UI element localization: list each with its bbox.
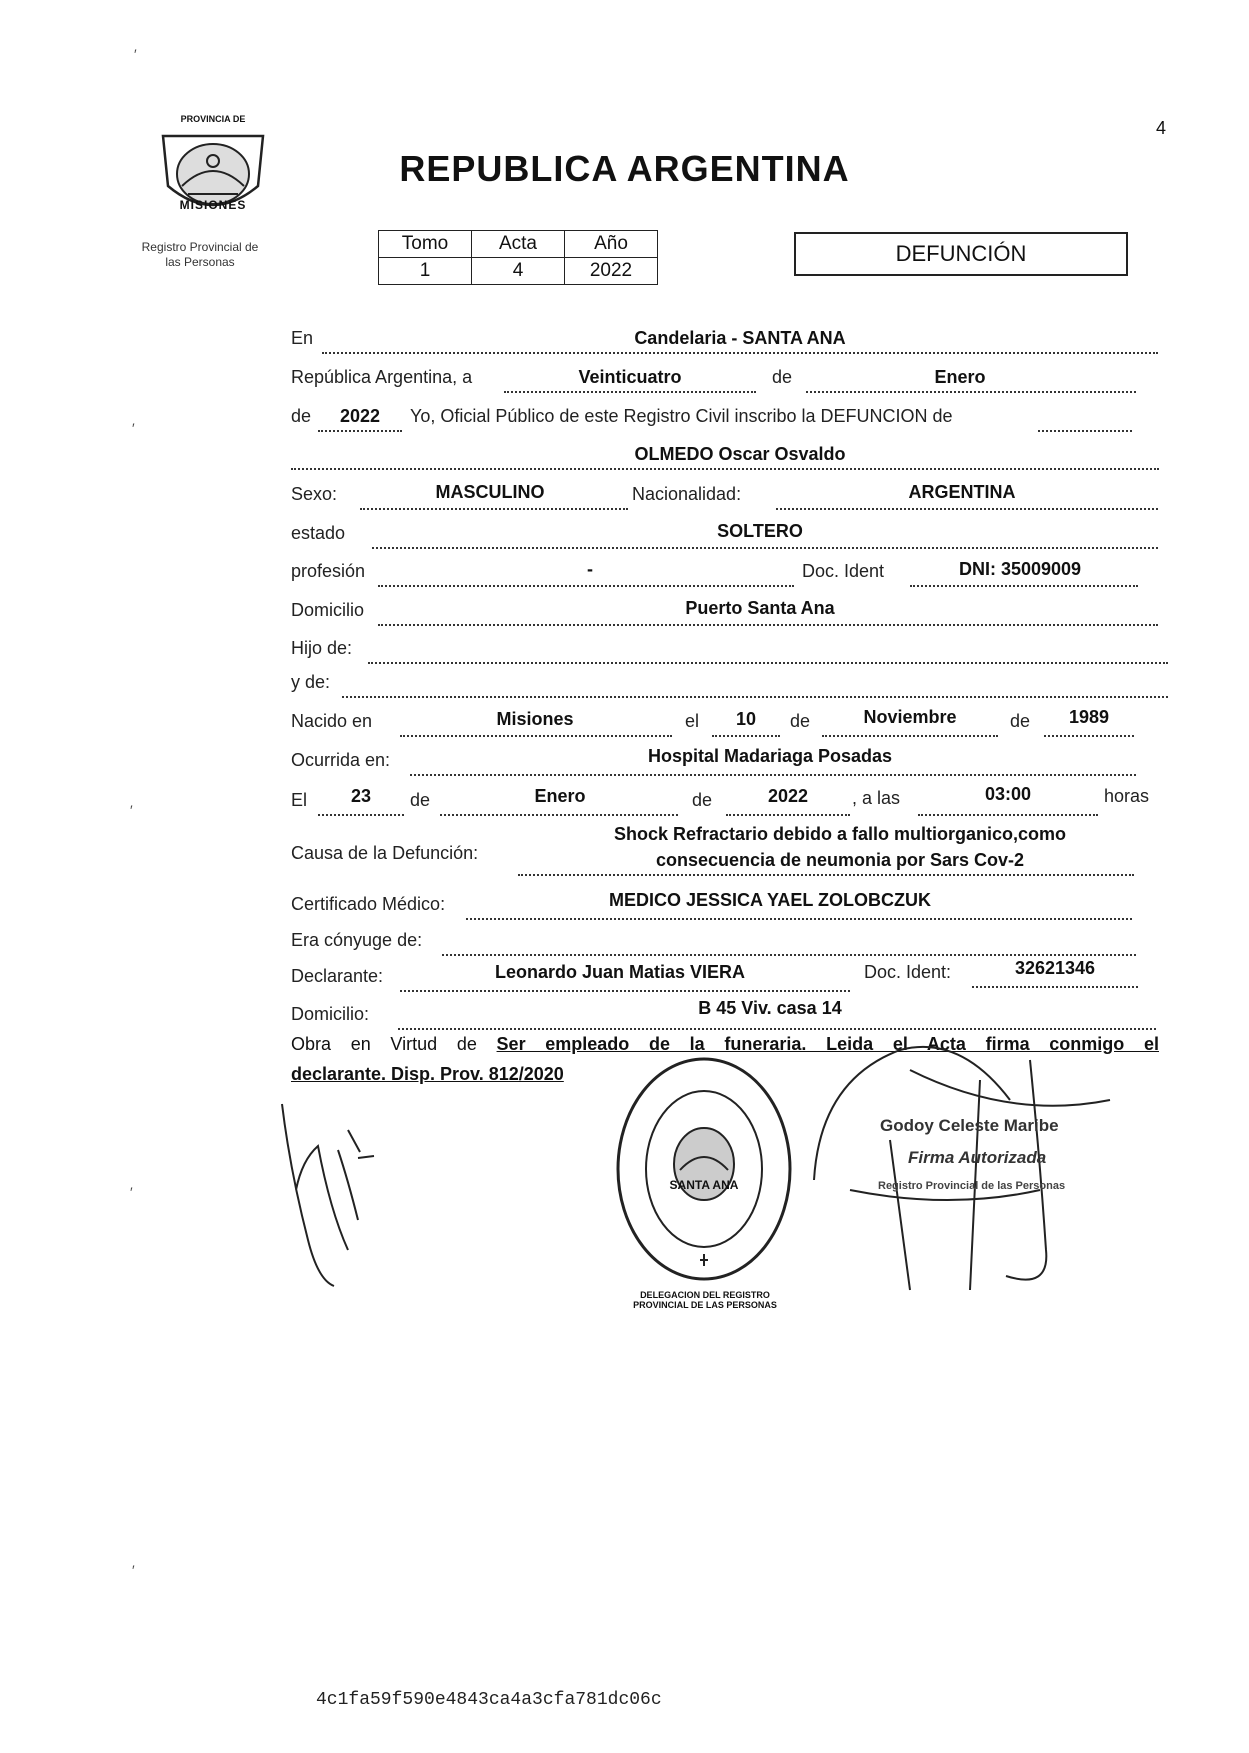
line-certificado [466,918,1132,920]
label-certificado: Certificado Médico: [291,894,446,914]
label-y-de: y de: [291,672,331,692]
scan-mark: ′ [130,802,133,818]
registry-line-2: las Personas [165,255,235,269]
value-declarante: Leonardo Juan Matias VIERA [494,962,746,982]
page-number: 4 [1156,118,1167,138]
record-table-values [379,258,658,285]
record-table-header [379,231,658,258]
label-el: el [685,711,700,731]
line-nacionalidad [776,508,1158,510]
value-def-hora: 03:00 [984,784,1032,804]
emblem-top-text: PROVINCIA DE [180,114,246,124]
label-domicilio-2: Domicilio: [291,1004,370,1024]
line-profesion [378,585,794,587]
value-obra-line-2: declarante. Disp. Prov. 812/2020 [291,1064,564,1084]
line-declarante-doc [972,986,1138,988]
official-role: Firma Autorizada [908,1148,1047,1167]
label-profesion: profesión [291,561,366,581]
document-type-box: DEFUNCIÓN [794,232,1128,276]
label-de-3: de [790,711,811,731]
line-ocurrida [410,774,1136,776]
value-sexo: MASCULINO [435,482,545,502]
scan-mark: ′ [132,1562,135,1578]
line-y-de [342,696,1168,698]
record-table [378,230,658,285]
label-conyuge: Era cónyuge de: [291,930,423,950]
anio-value: 2022 [565,258,658,285]
label-ocurrida-en: Ocurrida en: [291,750,391,770]
value-ocurrida: Hospital Madariaga Posadas [647,746,893,766]
line-anio [318,430,402,432]
value-nacido-dia: 10 [735,709,757,729]
label-domicilio: Domicilio [291,600,365,620]
label-nacionalidad: Nacionalidad: [632,484,742,504]
label-causa: Causa de la Defunción: [291,843,479,863]
acta-header: Acta [472,231,565,258]
declarant-signature-icon [278,1100,388,1290]
value-causa-line-2: consecuencia de neumonia por Sars Cov-2 [655,850,1025,870]
label-republica: República Argentina, a [291,367,473,387]
scan-mark: ′ [132,420,135,436]
scan-mark: ′ [130,1184,133,1200]
line-domicilio-2 [398,1028,1156,1030]
label-declarante: Declarante: [291,966,384,986]
line-nombre-start [1038,430,1132,432]
value-obra-line-1: Ser empleado de la funeraria. Leida el Acta firma conmigo el [496,1034,1159,1054]
value-mes: Enero [934,367,986,387]
value-anio: 2022 [339,406,381,426]
value-lugar: Candelaria - SANTA ANA [634,328,846,348]
value-nacido-lugar: Misiones [496,709,574,729]
line-mes [806,391,1136,393]
value-declarante-domicilio: B 45 Viv. casa 14 [698,998,842,1018]
label-yo-oficial: Yo, Oficial Público de este Registro Civil inscribo la DEFUNCION de [410,406,953,426]
label-el-cap: El [291,790,308,810]
line-conyuge [442,954,1136,956]
label-nacido-en: Nacido en [291,711,373,731]
line-nacido-anio [1044,735,1134,737]
line-nacido-lugar [400,735,672,737]
stamp-center-text: SANTA ANA [669,1178,739,1192]
line-doc [910,585,1138,587]
value-profesion: - [587,559,593,579]
registry-caption [120,240,280,270]
value-dia-letras: Veinticuatro [578,367,682,387]
official-name: Godoy Celeste Maribe [880,1116,1059,1135]
value-medico: MEDICO JESSICA YAEL ZOLOBCZUK [608,890,932,910]
page-title: REPUBLICA ARGENTINA [399,148,850,189]
line-dia [504,391,756,393]
label-de-4: de [1010,711,1031,731]
label-de-2: de [291,406,312,426]
document-hash: 4c1fa59f590e4843ca4a3cfa781dc06c [316,1690,662,1710]
value-nacido-anio: 1989 [1068,707,1110,727]
value-causa-line-1: Shock Refractario debido a fallo multiorganico,como [613,824,1067,844]
value-def-mes: Enero [534,786,586,806]
line-sexo [360,508,628,510]
line-causa [518,874,1134,876]
registry-stamp-icon [614,1054,794,1284]
line-hijo-de [368,662,1168,664]
label-en: En [291,328,314,348]
value-domicilio: Puerto Santa Ana [685,598,835,618]
emblem-bottom-text: MISIONES [179,198,247,212]
line-def-hora [918,814,1098,816]
label-de-5: de [410,790,431,810]
label-hijo-de: Hijo de: [291,638,353,658]
tomo-value: 1 [379,258,472,285]
label-sexo: Sexo: [291,484,338,504]
line-def-dia [318,814,404,816]
label-obra: Obra en Virtud de [291,1034,477,1054]
value-nacionalidad: ARGENTINA [908,482,1016,502]
line-estado [372,547,1158,549]
line-nombre [291,468,1159,470]
tomo-header: Tomo [379,231,472,258]
value-nombre: OLMEDO Oscar Osvaldo [634,444,846,464]
label-de-1: de [772,367,793,387]
value-def-anio: 2022 [767,786,809,806]
label-horas: horas [1104,786,1150,806]
official-signature-icon [810,1040,1150,1300]
registry-line-1: Registro Provincial de [141,240,259,254]
value-nacido-mes: Noviembre [863,707,957,727]
line-def-mes [440,814,678,816]
label-doc-ident: Doc. Ident [802,561,885,581]
line-declarante [400,990,850,992]
line-nacido-mes [822,735,998,737]
line-domicilio [378,624,1158,626]
value-estado: SOLTERO [717,521,803,541]
line-nacido-dia [712,735,780,737]
scan-mark: ′ [134,46,137,62]
label-de-6: de [692,790,713,810]
value-doc: DNI: 35009009 [958,559,1082,579]
anio-header: Año [565,231,658,258]
label-doc-ident-2: Doc. Ident: [864,962,952,982]
value-declarante-doc: 32621346 [1014,958,1096,978]
value-def-dia: 23 [350,786,372,806]
stamp-ring-text: DELEGACION DEL REGISTRO PROVINCIAL DE LAS PERSONAS [633,1290,777,1310]
label-a-las: , a las [852,788,901,808]
line-lugar [322,352,1158,354]
line-def-anio [726,814,850,816]
official-office: Registro Provincial de las Personas [878,1180,1066,1192]
label-estado: estado [291,523,346,543]
acta-value: 4 [472,258,565,285]
